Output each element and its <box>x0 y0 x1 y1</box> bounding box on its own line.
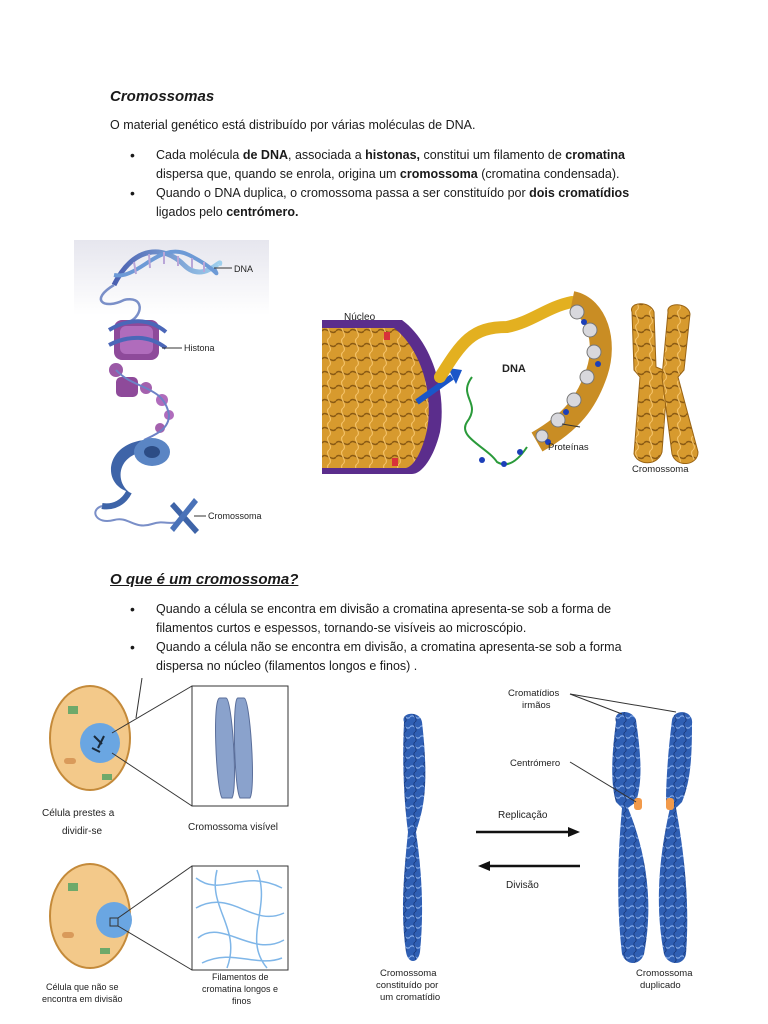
label-cromossoma-fig2: Cromossoma <box>632 464 689 475</box>
section2-bullet-list <box>130 600 650 676</box>
bullet-dna-duplica: • Quando o DNA duplica, o cromossoma passa a ser constituído por dois cromatídios ligados pelo centrómero. <box>130 184 650 221</box>
label-cromatidios-2: irmãos <box>522 700 551 711</box>
histone-large <box>109 320 166 360</box>
intro-paragraph: O material genético está distribuído por várias moléculas de DNA. <box>110 118 476 132</box>
label-filamentos-1: Filamentos de <box>212 972 269 982</box>
label-nucleo: Núcleo <box>344 312 376 323</box>
bullet-nao-divisao: • Quando a célula não se encontra em divisão, a cromatina apresenta-se sob a forma dispersa no núcleo (filamentos longos e finos) . <box>130 638 650 675</box>
label-celula-nao-1: Célula que não se <box>46 982 119 992</box>
nucleus-dna-chromosome-illustration <box>322 282 712 482</box>
bullet-em-divisao: • Quando a célula se encontra em divisão a cromatina apresenta-se sob a forma de filamentos curtos e espessos, tornando-se visíveis ao microscópio. <box>130 600 650 637</box>
cell-not-dividing <box>50 864 132 968</box>
label-right-2: duplicado <box>640 980 681 991</box>
label-celula-prestes-1: Célula prestes a <box>42 808 115 819</box>
single-chromatid <box>403 714 425 961</box>
label-left-3: um cromatídio <box>380 992 441 1003</box>
label-cromossoma-visivel: Cromossoma visível <box>188 822 279 833</box>
box-filamentos <box>192 866 288 970</box>
label-right-1: Cromossoma <box>636 968 693 979</box>
label-divisao: Divisão <box>506 880 539 891</box>
label-replicacao: Replicação <box>498 810 548 821</box>
cell-states-illustration <box>42 678 302 1018</box>
dna-coiling-illustration <box>74 240 274 545</box>
label-left-2: constituído por <box>376 980 439 991</box>
label-dna: DNA <box>234 264 254 274</box>
cell-dividing <box>50 686 130 790</box>
label-celula-prestes-2: dividir-se <box>62 826 103 837</box>
section-title-cromossomas: Cromossomas <box>110 88 215 105</box>
section-title-o-que-e: O que é um cromossoma? <box>110 571 299 588</box>
label-histona: Histona <box>184 343 215 353</box>
label-centromero: Centrómero <box>510 758 561 769</box>
chromosome-replication-diagram <box>360 682 740 1012</box>
label-dna-fig2: DNA <box>502 363 526 375</box>
box-cromossoma-visivel <box>192 686 288 806</box>
label-cromatidios-1: Cromatídios <box>508 688 560 699</box>
bullet-dna-histonas: • Cada molécula de DNA, associada a histonas, constitui um filamento de cromatina dispersa que, quando se enrola, origina um cromossoma (cromatina condensada). <box>130 146 650 183</box>
label-celula-nao-2: encontra em divisão <box>42 994 123 1004</box>
label-filamentos-3: finos <box>232 996 252 1006</box>
label-left-1: Cromossoma <box>380 968 437 979</box>
section1-bullet-list <box>130 146 650 222</box>
label-cromossoma-fig1: Cromossoma <box>208 511 262 521</box>
condensed-chromosome <box>632 304 698 464</box>
label-filamentos-2: cromatina longos e <box>202 984 279 994</box>
label-proteinas: Proteínas <box>548 442 589 453</box>
duplicated-chromosome <box>612 712 692 963</box>
coiled-beads <box>536 302 601 445</box>
